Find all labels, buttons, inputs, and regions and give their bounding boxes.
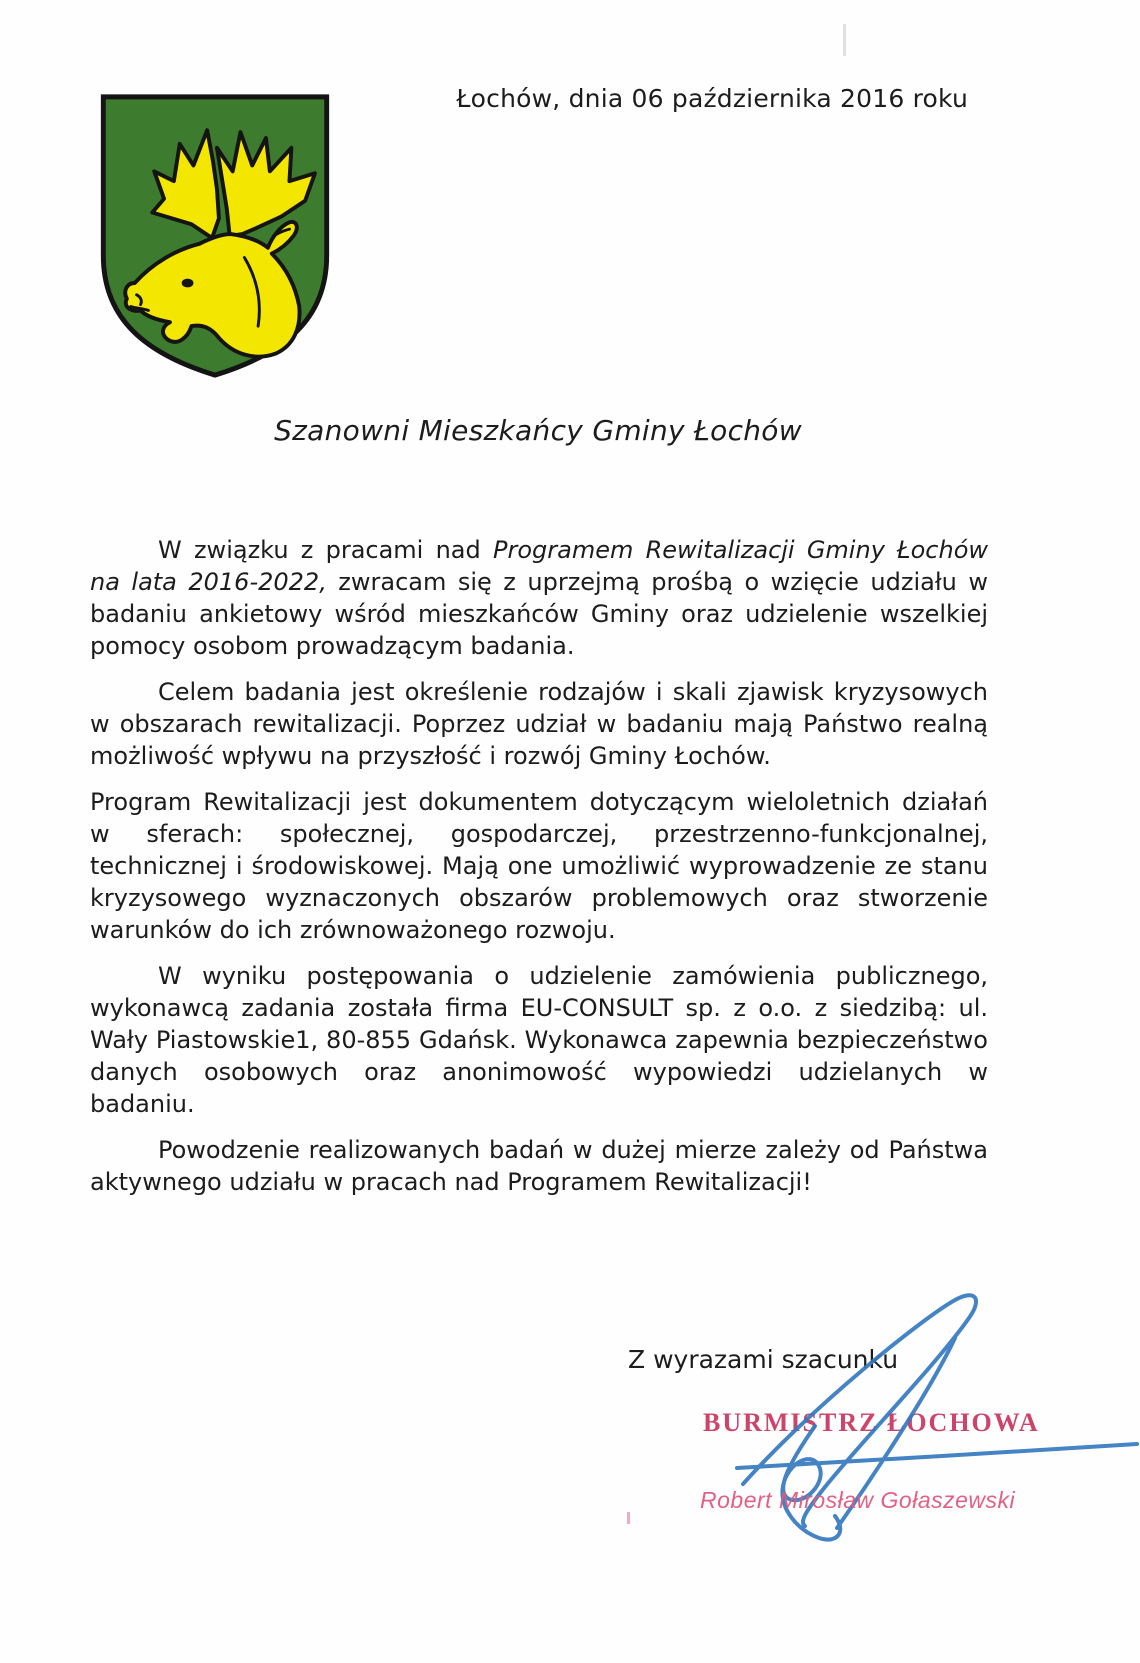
mayor-stamp-title: BURMISTRZ ŁOCHOWA [703,1408,1040,1437]
paragraph-1 [90,534,988,662]
paragraph-1-italic-title: Programem Rewitalizacji Gminy Łochów na lata 2016-2022, [90,536,989,596]
stamp-ink-artifact [627,1512,630,1524]
lochow-coat-of-arms [95,91,335,380]
paragraph-2: Celem badania jest określenie rodzajów i skali zjawisk kryzysowych w obszarach rewitalizacji. Poprzez udział w badaniu mają Państwo realną możliwość wpływu na przyszłość i rozwój Gminy Łochów. [90,678,988,770]
closing-phrase: Z wyrazami szacunku [628,1345,899,1374]
paragraph-1-text-continued: zwracam się z uprzejmą prośbą o wzięcie udziału w badaniu ankietowy wśród mieszkańców Gminy oraz udzielenie wszelkiej pomocy osobom prowadzącym badania. [90,568,988,660]
signer-name-stamp: Robert Mirosław Gołaszewski [700,1487,1016,1513]
paragraph-4: W wyniku postępowania o udzielenie zamówienia publicznego, wykonawcą zadania została firma EU-CONSULT sp. z o.o. z siedzibą: ul. Wały Piastowskie1, 80-855 Gdańsk. Wykonawca zapewnia bezpieczeństwo danych osobowych oraz anonimowość wypowiedzi udzielanych w badaniu. [90,962,988,1118]
coat-of-arms-icon [95,91,335,380]
paragraph-1-text: W związku z pracami nad [158,536,493,564]
salutation-heading: Szanowni Mieszkańcy Gminy Łochów [274,414,802,447]
scan-artifact [843,24,846,56]
signature-curl-stroke [782,1426,840,1540]
moose-eye [182,279,194,288]
letter-body [90,534,988,1212]
paragraph-3: Program Rewitalizacji jest dokumentem dotyczącym wieloletnich działań w sferach: społecznej, gospodarczej, przestrzenno-funkcjonalnej, technicznej i środowiskowej. Mają one umożliwić wyprowadzenie ze stanu kryzysowego wyznaczonych obszarów problemowych oraz stworzenie warunków do ich zrównoważonego rozwoju. [90,788,988,944]
paragraph-5: Powodzenie realizowanych badań w dużej mierze zależy od Państwa aktywnego udziału w pracach nad Programem Rewitalizacji! [90,1136,988,1196]
date-line: Łochów, dnia 06 października 2016 roku [456,84,968,113]
